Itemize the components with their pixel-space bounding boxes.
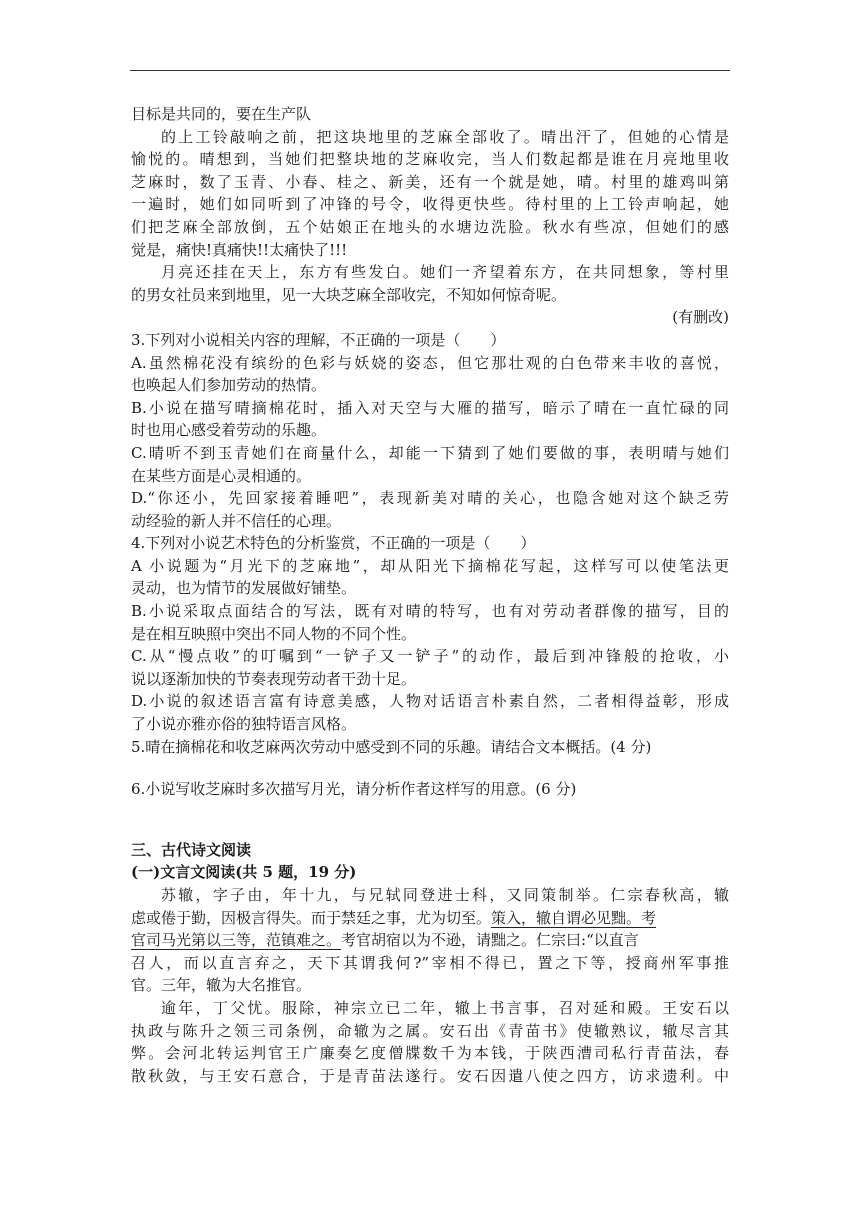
section-subtitle: (一)文言文阅读(共 5 题，19 分) [131,863,357,882]
passage-line: 的男女社员来到地里，见一大块芝麻全部收完，不知如何惊奇呢。 [131,285,567,304]
classical-line: 苏辙，字子由，年十九，与兄轼同登进士科，又同策制举。仁宗春秋高，辙 [161,886,729,904]
classical-line: 散秋敛，与王安石意合，于是青苗法遂行。安石因遣八使之四方，访求遗利。中 [131,1066,729,1085]
passage-line: 觉是，痛快!真痛快!!太痛快了!!! [131,240,348,259]
underlined-sentence: 策入，辙自谓必见黜。考 [491,908,657,927]
passage-line: 愉悦的。晴想到，当她们把整块地的芝麻收完，当人们数起都是谁在月亮地里收 [131,150,729,169]
option-line: 是在相互映照中突出不同人物的不同个性。 [131,624,417,643]
answer-space [131,758,729,778]
question-4-stem: 4.下列对小说艺术特色的分析鉴赏，不正确的一项是（ ） [131,534,536,553]
option-line: 说以逐渐加快的节奏表现劳动者干劲十足。 [131,669,417,688]
passage-line: 的上工铃敲响之前，把这块地里的芝麻全部收了。晴出汗了，但她的心情是 [161,127,729,146]
option-line: A.虽然棉花没有缤纷的色彩与妖娆的姿态，但它那壮观的白色带来丰收的喜悦， [131,353,729,372]
passage-line: 芝麻时，数了玉青、小春、桂之、新美，还有一个就是她，晴。村里的雄鸡叫第 [131,172,729,191]
classical-line: 逾年，丁父忧。服除，神宗立已二年，辙上书言事，召对延和殿。王安石以 [161,998,729,1017]
passage-line: 们把芝麻全部放倒，五个姑娘正在地头的水塘边洗脸。秋水有些凉，但她们的感 [131,217,729,236]
header-rule [130,70,730,71]
classical-line: 弊。会河北转运判官王广廉奏乞度僧牒数千为本钱，于陕西漕司私行青苗法，春 [131,1044,729,1063]
passage-line: 月亮还挂在天上，东方有些发白。她们一齐望着东方，在共同想象，等村里 [161,263,729,282]
classical-text: 考官胡宿以为不逊，请黜之。仁宗曰:“以直言 [341,931,639,950]
passage-line: 一遍时，她们如同听到了冲锋的号令，收得更快些。待村里的上工铃声响起，她 [131,195,729,214]
document-page [131,103,729,1087]
option-line: B.小说在描写晴摘棉花时，插入对天空与大雁的描写，暗示了晴在一直忙碌的同 [131,398,729,417]
option-line: 时也用心感受着劳动的乐趣。 [131,421,327,440]
classical-line: 召人，而以直言弃之，天下其谓我何?”宰相不得已，置之下等，授商州军事推 [131,953,729,972]
question-6: 6.小说写收芝麻时多次描写月光，请分析作者这样写的用意。(6 分) [131,780,577,799]
classical-line [131,929,729,952]
question-5: 5.晴在摘棉花和收芝麻两次劳动中感受到不同的乐趣。请结合文本概括。(4 分) [131,737,652,756]
option-line: B.小说采取点面结合的写法，既有对晴的特写，也有对劳动者群像的描写，目的 [131,602,729,621]
passage-line: 目标是共同的，要在生产队 [131,105,312,123]
option-line: C.从“慢点收”的叮嘱到“一铲子又一铲子”的动作，最后到冲锋般的抢收，小 [131,647,729,666]
classical-line [131,907,729,930]
option-line: 也唤起人们参加劳动的热情。 [131,376,327,395]
option-line: 动经验的新人并不信任的心理。 [131,511,342,530]
source-note: (有删改) [672,308,729,327]
option-line: 了小说亦雅亦俗的独特语言风格。 [131,715,357,734]
option-line: C.晴听不到玉青她们在商量什么，却能一下猜到了她们要做的事，表明晴与她们 [131,443,729,462]
option-line: A 小说题为“月光下的芝麻地”，却从阳光下摘棉花写起，这样写可以使笔法更 [131,556,729,575]
section-title: 三、古代诗文阅读 [131,840,252,859]
option-line: 灵动，也为情节的发展做好铺垫。 [131,579,357,598]
question-3-stem: 3.下列对小说相关内容的理解，不正确的一项是（ ） [131,330,506,349]
option-line: D.“你还小，先回家接着睡吧”，表现新美对晴的关心，也隐含她对这个缺乏劳 [131,489,729,508]
option-line: 在某些方面是心灵相通的。 [131,466,312,485]
classical-line: 官。三年，辙为大名推官。 [131,976,312,995]
classical-text: 虑或倦于勤，因极言得失。而于禁廷之事，尤为切至。 [131,908,492,927]
option-line: D.小说的叙述语言富有诗意美感，人物对话语言朴素自然，二者相得益彰，形成 [131,692,729,711]
underlined-sentence: 官司马光第以三等，范镇难之。 [131,931,342,950]
classical-line: 执政与陈升之领三司条例，命辙为之属。安石出《青苗书》使辙熟议，辙尽言其 [131,1021,729,1040]
answer-space [131,801,729,839]
